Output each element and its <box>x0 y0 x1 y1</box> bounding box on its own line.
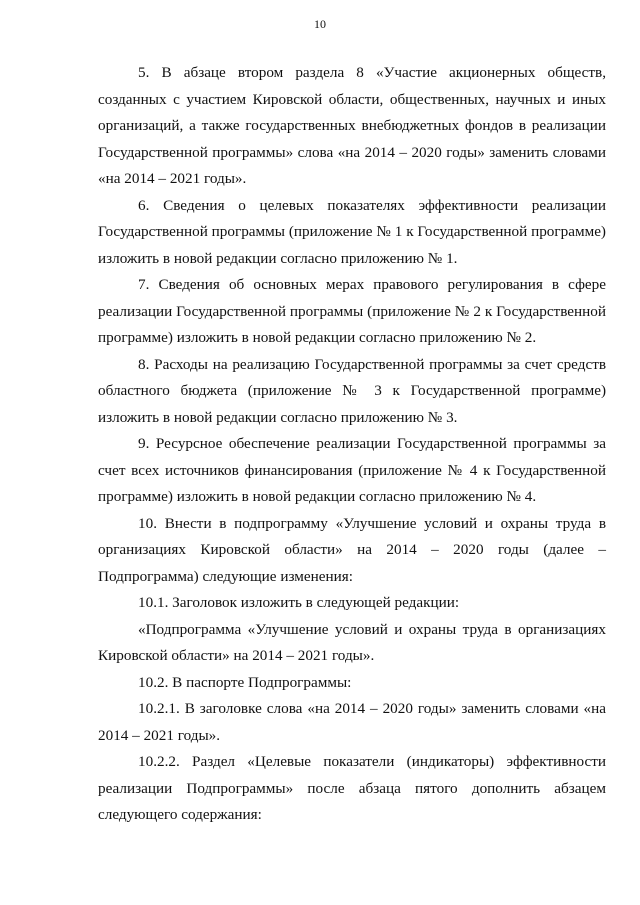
paragraph-item-9: 9. Ресурсное обеспечение реализации Государственной программы за счет всех источников финансирования (приложение № 4 к Государственной программе) изложить в новой редакции согласно приложению № 4. <box>98 435 606 505</box>
paragraph-item-8: 8. Расходы на реализацию Государственной программы за счет средств областного бюджета (приложение № 3 к Государственной программе) изложить в новой редакции согласно приложению № 3. <box>98 355 606 426</box>
paragraph-item-10-2-2: 10.2.2. Раздел «Целевые показатели (индикаторы) эффективности реализации Подпрограммы» после абзаца пятого дополнить абзацем следующего содержания: <box>98 753 606 823</box>
paragraph-item-10-2-1: 10.2.1. В заголовке слова «на 2014 – 2020 годы» заменить словами «на 2014 – 2021 годы». <box>98 700 606 744</box>
subprogram-title-quote: «Подпрограмма «Улучшение условий и охраны труда в организациях Кировской области» на 2014 – 2021 годы». <box>98 620 606 664</box>
paragraph-item-5: 5. В абзаце втором раздела 8 «Участие акционерных обществ, созданных с участием Кировской области, общественных, научных и иных организаций, а также государственных внебюджетных фондов в реализации Государственной программы» слова «на 2014 – 2020 годы» заменить словами «на 2014 – 2021 годы». <box>98 64 606 187</box>
paragraph-item-7: 7. Сведения об основных мерах правового регулирования в сфере реализации Государственной программы (приложение № 2 к Государственной программе) изложить в новой редакции согласно приложению № 2. <box>98 276 606 346</box>
paragraph-item-10: 10. Внести в подпрограмму «Улучшение условий и охраны труда в организациях Кировской области» на 2014 – 2020 годы (далее – Подпрограмма) следующие изменения: <box>98 514 606 585</box>
paragraph-item-10-2: 10.2. В паспорте Подпрограммы: <box>138 673 352 691</box>
page-number: 10 <box>314 17 326 31</box>
document-body <box>98 60 606 829</box>
paragraph-item-6: 6. Сведения о целевых показателях эффективности реализации Государственной программы (приложение № 1 к Государственной программе) изложить в новой редакции согласно приложению № 1. <box>98 196 606 267</box>
paragraph-item-10-1: 10.1. Заголовок изложить в следующей редакции: <box>138 594 460 611</box>
